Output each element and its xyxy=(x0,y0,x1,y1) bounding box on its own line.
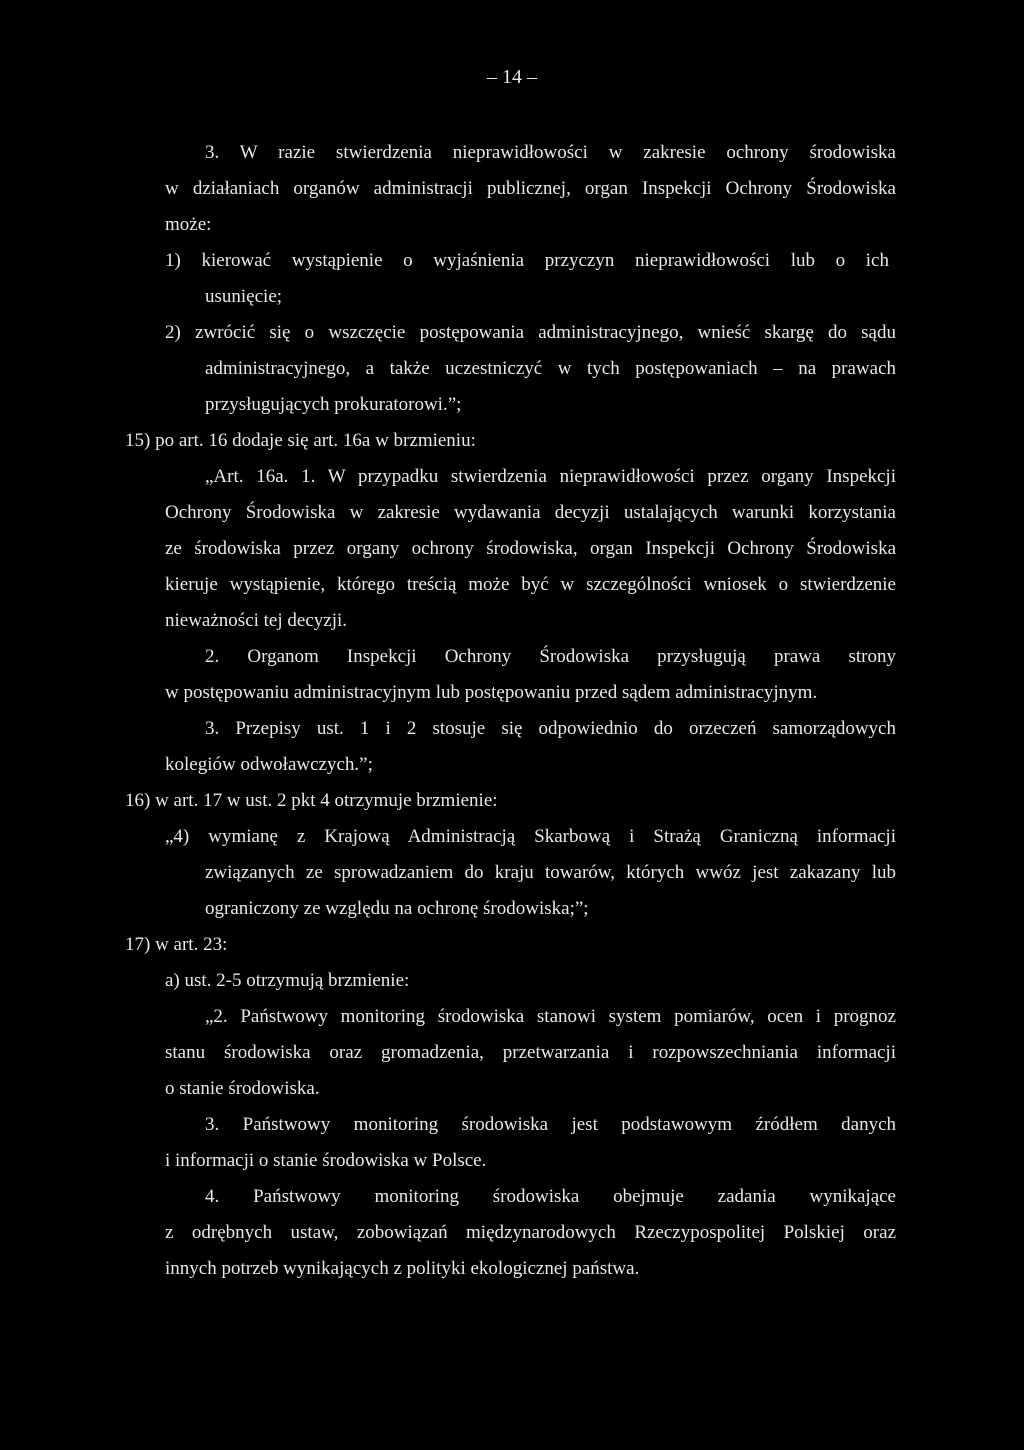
text-line: 15) po art. 16 dodaje się art. 16a w brzmieniu: xyxy=(125,430,476,451)
text-line: „2. Państwowy monitoring środowiska stanowi system pomiarów, ocen i prognoz xyxy=(205,1006,896,1027)
text-line: 3. Przepisy ust. 1 i 2 stosuje się odpowiednio do orzeczeń samorządowych xyxy=(205,718,896,739)
text-line: ograniczony ze względu na ochronę środowiska;”; xyxy=(205,898,589,919)
text-line: o stanie środowiska. xyxy=(165,1078,320,1099)
text-line: 4. Państwowy monitoring środowiska obejmuje zadania wynikające xyxy=(205,1186,896,1207)
text-line: „4) wymianę z Krajową Administracją Skarbową i Strażą Graniczną informacji xyxy=(165,826,896,847)
text-line: z odrębnych ustaw, zobowiązań międzynarodowych Rzeczypospolitej Polskiej oraz xyxy=(165,1222,896,1243)
text-line: innych potrzeb wynikających z polityki ekologicznej państwa. xyxy=(165,1258,640,1279)
text-line: Ochrony Środowiska w zakresie wydawania decyzji ustalających warunki korzystania xyxy=(165,502,896,523)
text-line: administracyjnego, a także uczestniczyć w tych postępowaniach – na prawach xyxy=(205,358,896,379)
text-line: „Art. 16a. 1. W przypadku stwierdzenia nieprawidłowości przez organy Inspekcji xyxy=(205,466,896,487)
page-number: – 14 – xyxy=(487,66,537,88)
text-line: ze środowiska przez organy ochrony środowiska, organ Inspekcji Ochrony Środowiska xyxy=(165,538,896,559)
text-line: w postępowaniu administracyjnym lub postępowaniu przed sądem administracyjnym. xyxy=(165,682,818,703)
text-line: 17) w art. 23: xyxy=(125,934,228,955)
text-line: może: xyxy=(165,214,212,235)
text-line: w działaniach organów administracji publicznej, organ Inspekcji Ochrony Środowiska xyxy=(165,178,896,199)
text-line: usunięcie; xyxy=(205,286,283,307)
text-line: nieważności tej decyzji. xyxy=(165,610,348,631)
text-line: 2) zwrócić się o wszczęcie postępowania administracyjnego, wnieść skargę do sądu xyxy=(165,322,896,343)
text-line: 16) w art. 17 w ust. 2 pkt 4 otrzymuje brzmienie: xyxy=(125,790,498,811)
text-line: stanu środowiska oraz gromadzenia, przetwarzania i rozpowszechniania informacji xyxy=(165,1042,896,1063)
text-line: 3. W razie stwierdzenia nieprawidłowości w zakresie ochrony środowiska xyxy=(205,142,896,163)
text-line: kolegiów odwoławczych.”; xyxy=(165,754,373,775)
text-line: przysługujących prokuratorowi.”; xyxy=(205,394,462,415)
text-line: 1) kierować wystąpienie o wyjaśnienia przyczyn nieprawidłowości lub o ich xyxy=(165,250,889,271)
text-line: związanych ze sprowadzaniem do kraju towarów, których wwóz jest zakazany lub xyxy=(205,862,896,883)
text-line: kieruje wystąpienie, którego treścią może być w szczególności wniosek o stwierdzenie xyxy=(165,574,896,595)
text-line: 2. Organom Inspekcji Ochrony Środowiska przysługują prawa strony xyxy=(205,646,896,667)
text-line: i informacji o stanie środowiska w Polsce. xyxy=(165,1150,487,1171)
text-line: 3. Państwowy monitoring środowiska jest podstawowym źródłem danych xyxy=(205,1114,896,1135)
text-line: a) ust. 2-5 otrzymują brzmienie: xyxy=(165,970,410,991)
